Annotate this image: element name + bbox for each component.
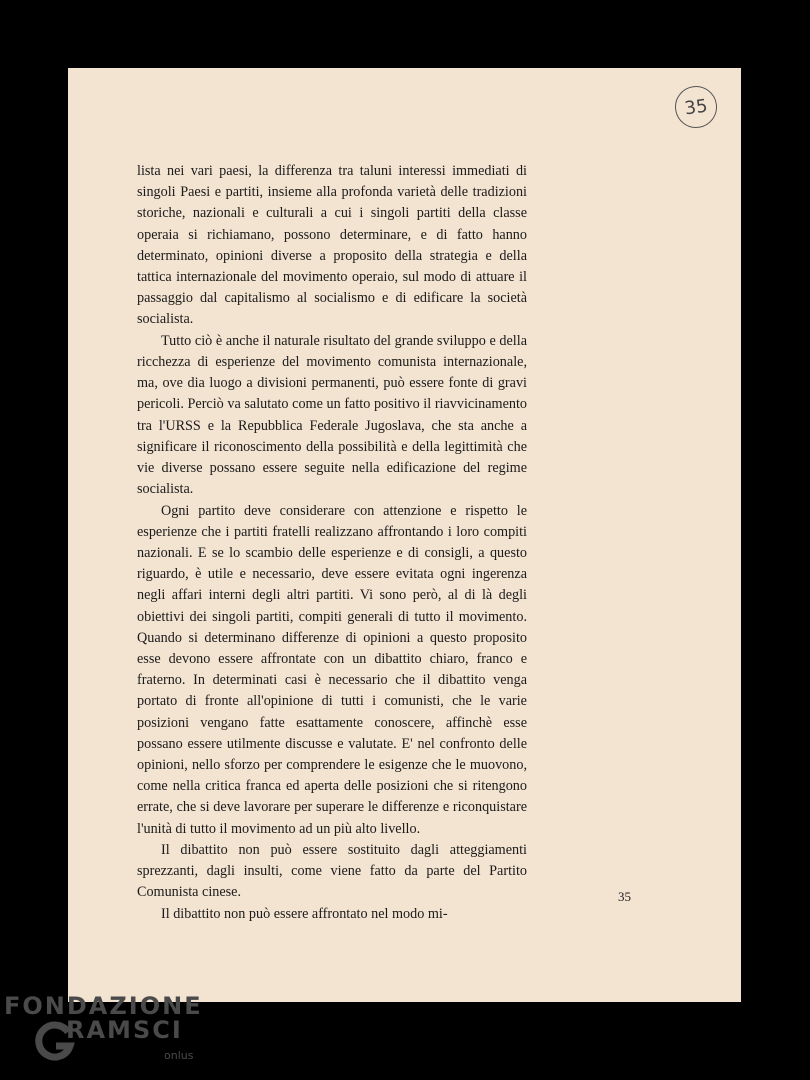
watermark-line1: FONDAZIONE [4, 992, 203, 1020]
watermark-logo [4, 992, 214, 1074]
paragraph: Il dibattito non può essere sostituito dagli atteggiamenti sprezzanti, dagli insulti, come viene fatto da parte del Partito Comunista cinese. [137, 842, 527, 901]
page-number: 35 [618, 889, 631, 904]
archive-number: 35 [683, 95, 709, 119]
body-text [137, 161, 527, 925]
paragraph: lista nei vari paesi, la differenza tra taluni interessi immediati di singoli Paesi e partiti, insieme alla profonda varietà delle tradizioni storiche, nazionali e culturali a cui i singoli partiti della classe operaia si richiamano, possono determinare, e di fatto hanno determinato, opinioni diverse a proposito della strategia e della tattica internazionale del movimento operaio, sul modo di attuare il passaggio dal capitalismo al socialismo e di edificare la società socialista. [137, 163, 527, 328]
paragraph: Tutto ciò è anche il naturale risultato del grande sviluppo e della ricchezza di esperienze del movimento comunista internazionale, ma, ove dia luogo a divisioni permanenti, può essere fonte di gravi pericoli. Perciò va salutato come un fatto positivo il riavvicinamento tra l'URSS e la Repubblica Federale Jugoslava, che sta anche a significare il riconoscimento della possibilità e della legittimità che vie diverse possano essere seguite nella edificazione del regime socialista. [137, 332, 527, 498]
watermark-line2: RAMSCI [66, 1016, 183, 1044]
paragraph: Il dibattito non può essere affrontato nel modo mi- [161, 905, 448, 922]
paragraph: Ogni partito deve considerare con attenzione e rispetto le esperienze che i partiti fratelli realizzano affrontando i loro compiti nazionali. E se lo scambio delle esperienze e di consigli, a questo riguardo, è utile e necessario, deve essere evitata ogni ingerenza negli affari interni degli altri partiti. Vi sono però, al di là degli obiettivi dei singoli partiti, compiti generali di tutto il movimento. Quando si determinano differenze di opinioni a questo proposito esse devono essere affrontate con un dibattito chiaro, franco e fraterno. In determinati casi è necessario che il dibattito venga portato di fronte all'opinione di tutti i comunisti, che le varie posizioni vengano fatte esattamente conoscere, affinchè esse possano essere utilmente discusse e valutate. E' nel confronto delle opinioni, nello sforzo per comprendere le esigenze che le muovono, come nella critica franca ed aperta delle posizioni che si ritengono errate, che si deve lavorare per superare le differenze e riconquistare l'unità di tutto il movimento ad un più alto livello. [137, 502, 527, 837]
watermark-line3: onlus [164, 1049, 194, 1062]
